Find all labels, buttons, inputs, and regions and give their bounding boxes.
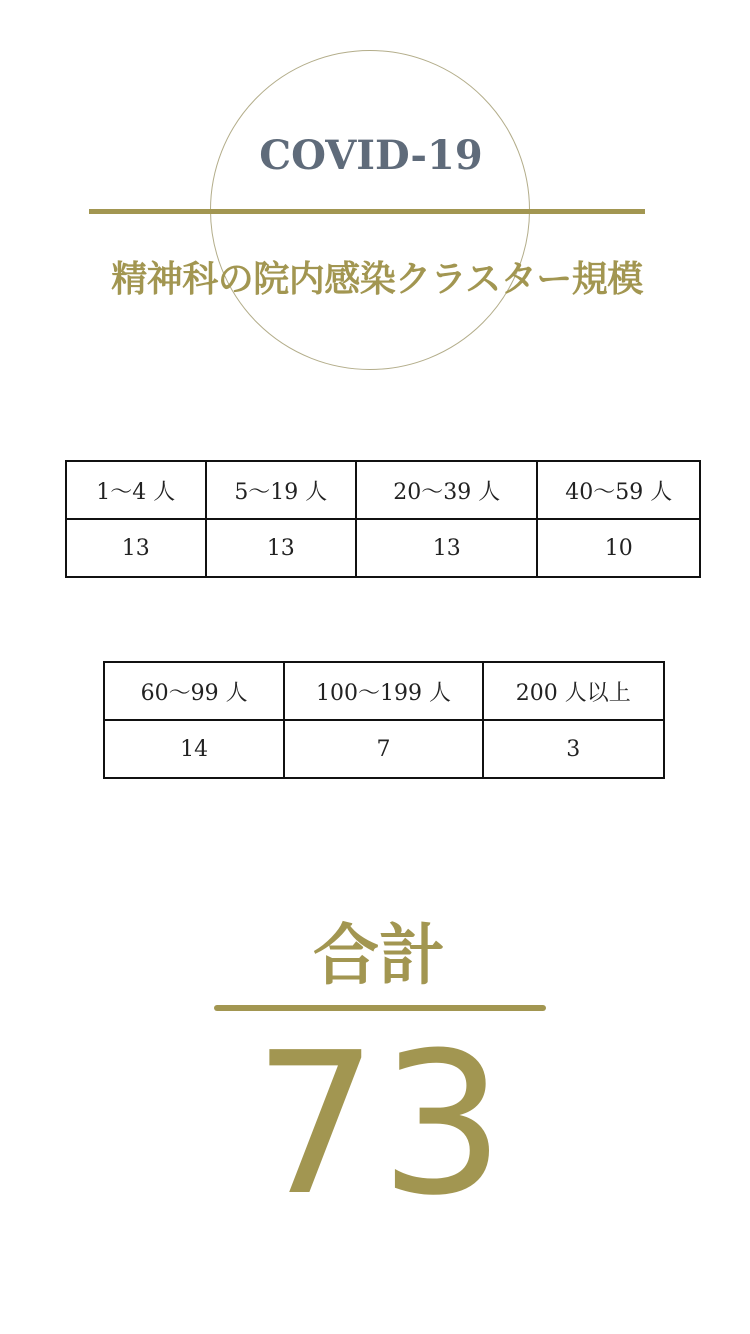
cluster-size-table-1	[65, 460, 701, 578]
table-value-cell: 14	[104, 720, 284, 778]
page-subtitle: 精神科の院内感染クラスター規模	[111, 259, 643, 300]
table-header-cell: 1～4 人	[66, 461, 206, 519]
table-value-cell: 13	[66, 519, 206, 577]
table-value-cell: 13	[356, 519, 537, 577]
table-header-cell: 40～59 人	[537, 461, 700, 519]
table-value-cell: 3	[483, 720, 664, 778]
table-header-cell: 20～39 人	[356, 461, 537, 519]
table-header-cell: 100～199 人	[284, 662, 482, 720]
total-value: 73	[253, 1011, 507, 1239]
table-value-cell: 13	[206, 519, 357, 577]
table-header-row	[66, 461, 700, 519]
total-label: 合計	[313, 917, 445, 994]
table-value-row	[66, 519, 700, 577]
title-divider	[89, 209, 645, 214]
table-header-cell: 60～99 人	[104, 662, 284, 720]
table-value-cell: 7	[284, 720, 482, 778]
table-header-cell: 5～19 人	[206, 461, 357, 519]
page-title: COVID-19	[259, 132, 483, 179]
table-value-row	[104, 720, 664, 778]
table-header-cell: 200 人以上	[483, 662, 664, 720]
cluster-size-table-2	[103, 661, 665, 779]
table-header-row	[104, 662, 664, 720]
table-value-cell: 10	[537, 519, 700, 577]
